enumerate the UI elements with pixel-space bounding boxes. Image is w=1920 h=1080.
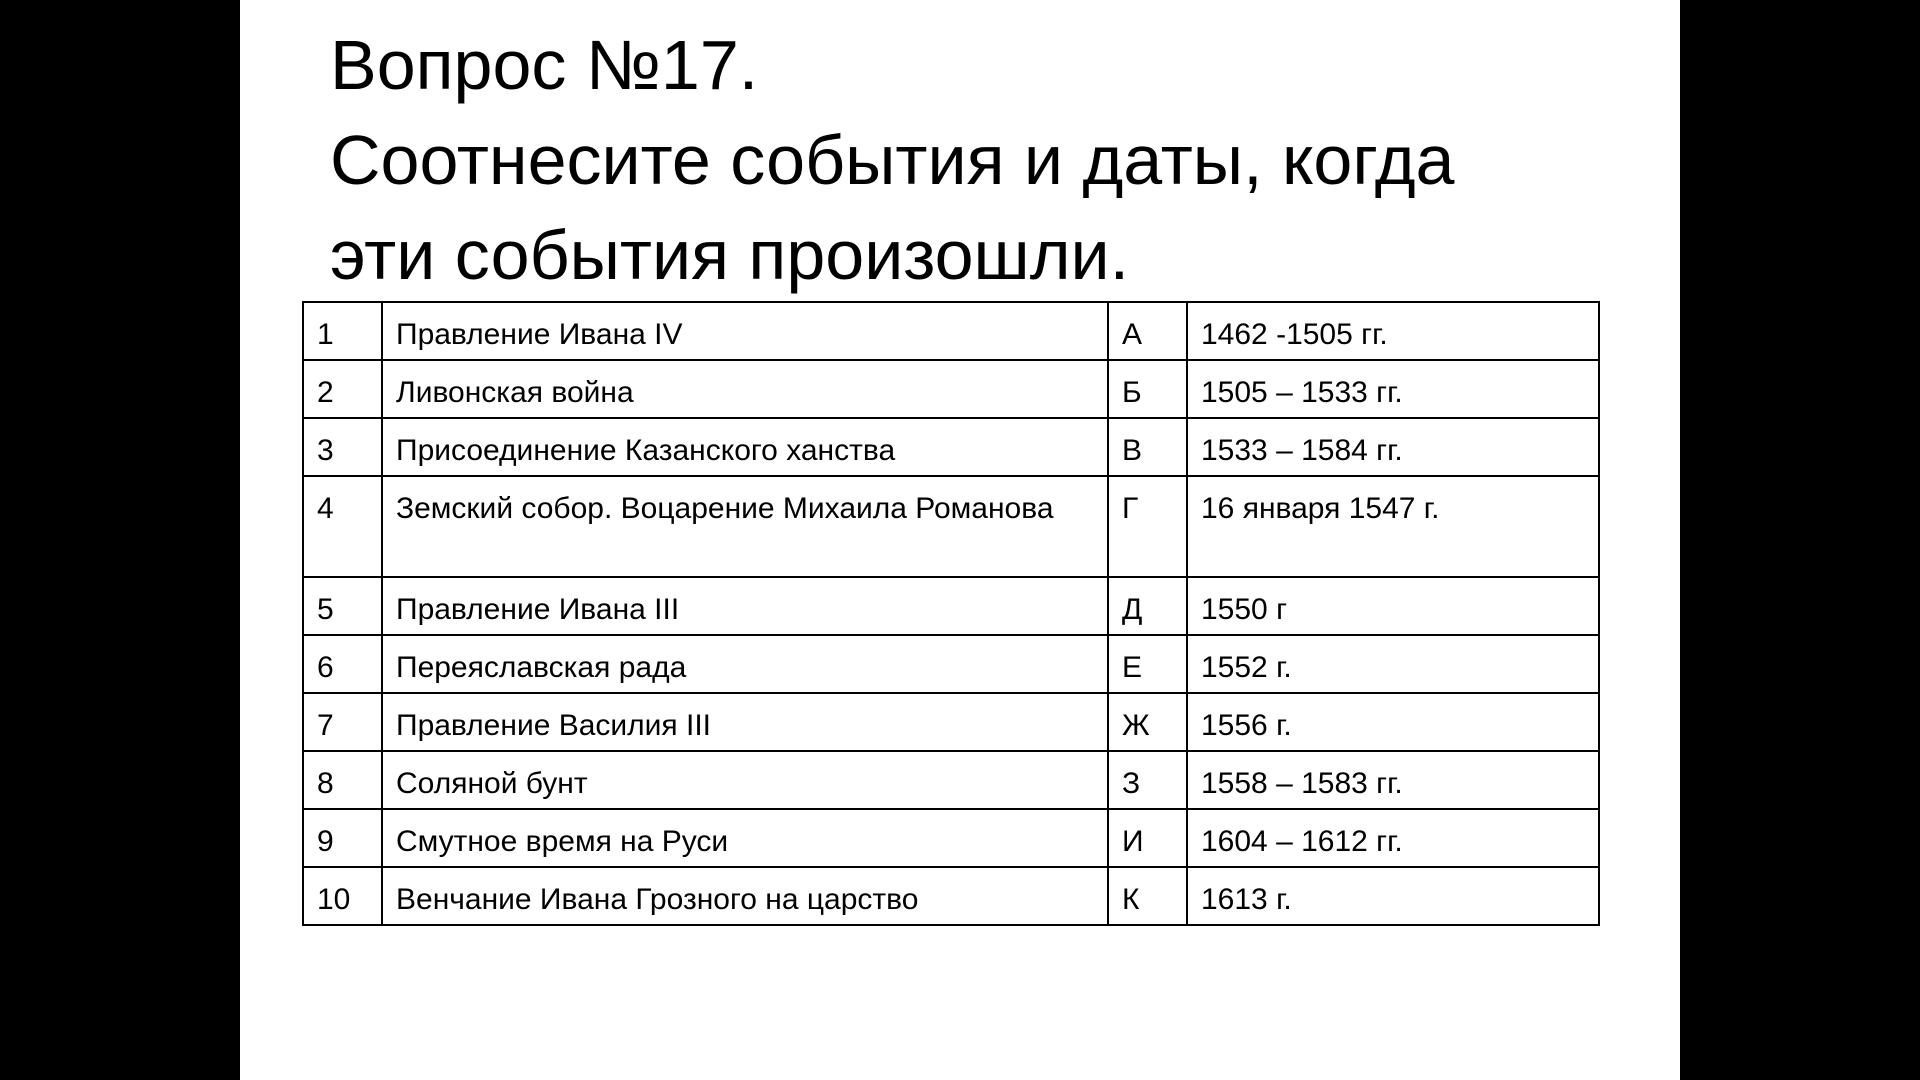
row-number: 5 [303, 577, 382, 635]
letter-cell: А [1108, 302, 1187, 360]
event-cell: Переяславская рада [382, 635, 1108, 693]
question-text-line-2: эти события произошли. [330, 216, 1130, 294]
row-number: 7 [303, 693, 382, 751]
letter-cell: Е [1108, 635, 1187, 693]
row-number: 10 [303, 867, 382, 925]
date-cell: 1550 г [1187, 577, 1599, 635]
event-cell: Ливонская война [382, 360, 1108, 418]
event-cell: Правление Василия III [382, 693, 1108, 751]
letter-cell: Ж [1108, 693, 1187, 751]
letter-cell: Д [1108, 577, 1187, 635]
slide [240, 0, 1680, 1080]
date-cell: 1533 – 1584 гг. [1187, 418, 1599, 476]
letter-cell: К [1108, 867, 1187, 925]
letter-cell: З [1108, 751, 1187, 809]
row-number: 9 [303, 809, 382, 867]
row-number: 6 [303, 635, 382, 693]
letter-cell: И [1108, 809, 1187, 867]
date-cell: 1604 – 1612 гг. [1187, 809, 1599, 867]
question-title [330, 18, 1630, 303]
row-number: 2 [303, 360, 382, 418]
table-row [303, 809, 1599, 867]
event-cell: Соляной бунт [382, 751, 1108, 809]
date-cell: 1556 г. [1187, 693, 1599, 751]
letter-cell: Г [1108, 476, 1187, 577]
table-row [303, 360, 1599, 418]
table-row [303, 476, 1599, 577]
date-cell: 1552 г. [1187, 635, 1599, 693]
question-text-line-1: Соотнесите события и даты, когда [330, 121, 1455, 199]
table-row [303, 751, 1599, 809]
table-row [303, 635, 1599, 693]
table-row [303, 302, 1599, 360]
table-row [303, 577, 1599, 635]
date-cell: 1613 г. [1187, 867, 1599, 925]
date-cell: 1462 -1505 гг. [1187, 302, 1599, 360]
row-number: 1 [303, 302, 382, 360]
row-number: 3 [303, 418, 382, 476]
letter-cell: Б [1108, 360, 1187, 418]
date-cell: 16 января 1547 г. [1187, 476, 1599, 577]
date-cell: 1505 – 1533 гг. [1187, 360, 1599, 418]
event-cell: Правление Ивана IV [382, 302, 1108, 360]
row-number: 4 [303, 476, 382, 577]
letter-cell: В [1108, 418, 1187, 476]
event-cell: Присоединение Казанского ханства [382, 418, 1108, 476]
table-row [303, 867, 1599, 925]
table-row [303, 693, 1599, 751]
question-number: Вопрос №17. [330, 26, 759, 104]
event-cell: Правление Ивана III [382, 577, 1108, 635]
event-cell: Смутное время на Руси [382, 809, 1108, 867]
date-cell: 1558 – 1583 гг. [1187, 751, 1599, 809]
row-number: 8 [303, 751, 382, 809]
event-cell: Венчание Ивана Грозного на царство [382, 867, 1108, 925]
table-row [303, 418, 1599, 476]
matching-table [302, 301, 1600, 926]
event-cell: Земский собор. Воцарение Михаила Романова [382, 476, 1108, 577]
